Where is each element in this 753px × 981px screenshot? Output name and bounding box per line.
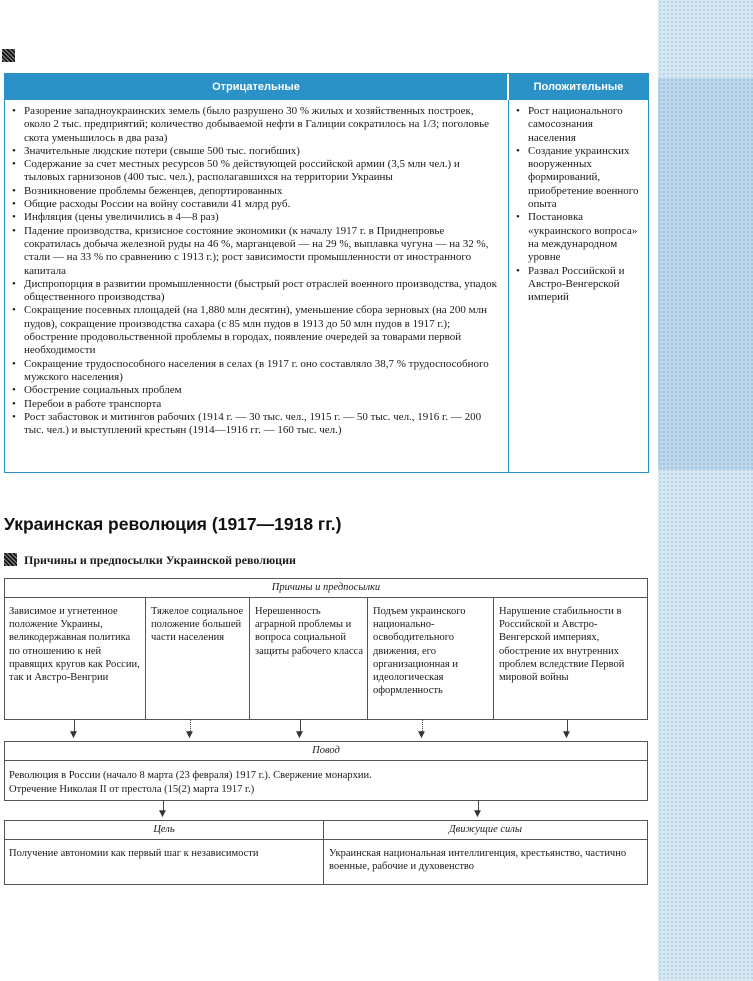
negative-item: • Разорение западноукраинских земель (было разрушено 30 % жилых и хозяйственных построек, около 2 тыс. предприятий; количество добываемой нефти в Галиции сократилось на 1/3; поголовье скота уменьшилось в два раза): [11, 105, 499, 145]
negative-item: • Падение производства, кризисное состояние экономики (к началу 1917 г. в Приднепровье сократилась добыча железной руды на 46 %, марганцевой — на 29 %, выплавка чугуна — на 32 %, стали — на 33 % по сравнению с 1913 г.); рост зависимости промышленности от иностранного капитала: [11, 225, 499, 278]
positive-item: • Рост национального самосознания населения: [515, 105, 639, 145]
negative-item: • Значительные людские потери (свыше 500 тыс. погибших): [11, 145, 499, 158]
positive-item: • Постановка «украинского вопроса» на международном уровне: [515, 211, 639, 264]
negative-item: • Сокращение посевных площадей (на 1,880 млн десятин), уменьшение сбора зерновых (на 200 млн пудов), сокращение производства сахара (с 85 млн пудов в 1913 до 50 млн пудов в 1917 г.); обострение продовольственной проблемы в городах, появление очередей за товарами первой необходимости: [11, 304, 499, 357]
section-marker-icon: [2, 49, 15, 62]
pretext-line: Революция в России (начало 8 марта (23 февраля) 1917 г.). Свержение монархии.: [9, 770, 372, 781]
side-margin-block: [658, 78, 753, 470]
pretext-line: Отречение Николая II от престола (15(2) марта 1917 г.): [9, 784, 255, 795]
forces-caption: Движущие силы: [324, 821, 647, 840]
cell-divider: [367, 598, 368, 719]
cell-divider: [145, 598, 146, 719]
pretext-box: [4, 741, 648, 801]
negative-item: • Рост забастовок и митингов рабочих (1914 г. — 30 тыс. чел., 1915 г. — 50 тыс. чел., 1916 г. — 200 тыс. чел.) и выступлений крестьян (1914—1916 гг. — 160 тыс. чел.): [11, 411, 499, 438]
goal-caption: Цель: [5, 821, 324, 840]
cause-cell: Зависимое и угнетенное положение Украины, великодержавная политика по отношению к ней правящих кругов как России, так и Австро-Венгрии: [9, 606, 140, 684]
column-divider: [508, 100, 509, 472]
arrow-down-icon: ▼: [159, 809, 166, 819]
arrow-down-icon: ▼: [70, 730, 77, 740]
positive-item: • Создание украинских вооруженных формирований, приобретение военного опыта: [515, 145, 639, 211]
arrow-down-icon: ▼: [563, 730, 570, 740]
negative-item: • Общие расходы России на войну составили 41 млрд руб.: [11, 198, 499, 211]
negative-item: • Возникновение проблемы беженцев, депортированных: [11, 185, 499, 198]
arrow-down-icon: ▼: [186, 730, 193, 740]
positive-item: • Развал Российской и Австро-Венгерской империй: [515, 265, 639, 305]
causes-caption: Причины и предпосылки: [5, 579, 647, 598]
goal-text: Получение автономии как первый шаг к независимости: [9, 848, 259, 859]
cell-divider: [323, 821, 324, 884]
negative-item: • Содержание за счет местных ресурсов 50 % действующей российской армии (3,5 млн чел.) и тыловых гарнизонов (400 тыс. чел.), располагавшихся на территории Украины: [11, 158, 499, 185]
cause-cell: Нарушение стабильности в Российской и Австро-Венгерской империях, обострение их внутренних проблем вследствие Первой мировой войны: [499, 606, 625, 684]
negative-list: [11, 105, 499, 437]
negative-item: • Перебои в работе транспорта: [11, 398, 499, 411]
goal-forces-box: [4, 820, 648, 885]
negative-item: • Обострение социальных проблем: [11, 384, 499, 397]
cause-cell: Тяжелое социальное положение большей части населения: [151, 606, 244, 644]
cause-cell: Подъем украинского национально-освободительного движения, его организационная и идеологическая оформленность: [373, 606, 466, 697]
header-negative: Отрицательные: [212, 81, 300, 93]
table-header: [5, 74, 648, 100]
header-positive: Положительные: [533, 81, 624, 93]
negative-item: • Сокращение трудоспособного населения в селах (в 1917 г. оно составляло 38,7 % трудоспособного мужского населения): [11, 358, 499, 385]
pretext-caption: Повод: [5, 742, 647, 761]
cause-cell: Нерешенность аграрной проблемы и вопроса социальной защиты рабочего класса: [255, 606, 363, 657]
negative-item: • Диспропорция в развитии промышленности (быстрый рост отраслей военного производства, упадок общественного производства): [11, 278, 499, 305]
negative-item: • Инфляция (цены увеличились в 4—8 раз): [11, 211, 499, 224]
subsection-marker-icon: [4, 553, 17, 566]
subsection-title: Причины и предпосылки Украинской революции: [24, 553, 296, 567]
arrow-down-icon: ▼: [474, 809, 481, 819]
arrow-down-icon: ▼: [418, 730, 425, 740]
cell-divider: [249, 598, 250, 719]
positive-list: [515, 105, 639, 304]
causes-box: [4, 578, 648, 720]
cell-divider: [493, 598, 494, 719]
consequences-table: [4, 73, 649, 473]
arrow-down-icon: ▼: [296, 730, 303, 740]
section-title: Украинская революция (1917—1918 гг.): [4, 514, 342, 534]
forces-text: Украинская национальная интеллигенция, крестьянство, частично военные, рабочие и духовенство: [329, 848, 627, 873]
